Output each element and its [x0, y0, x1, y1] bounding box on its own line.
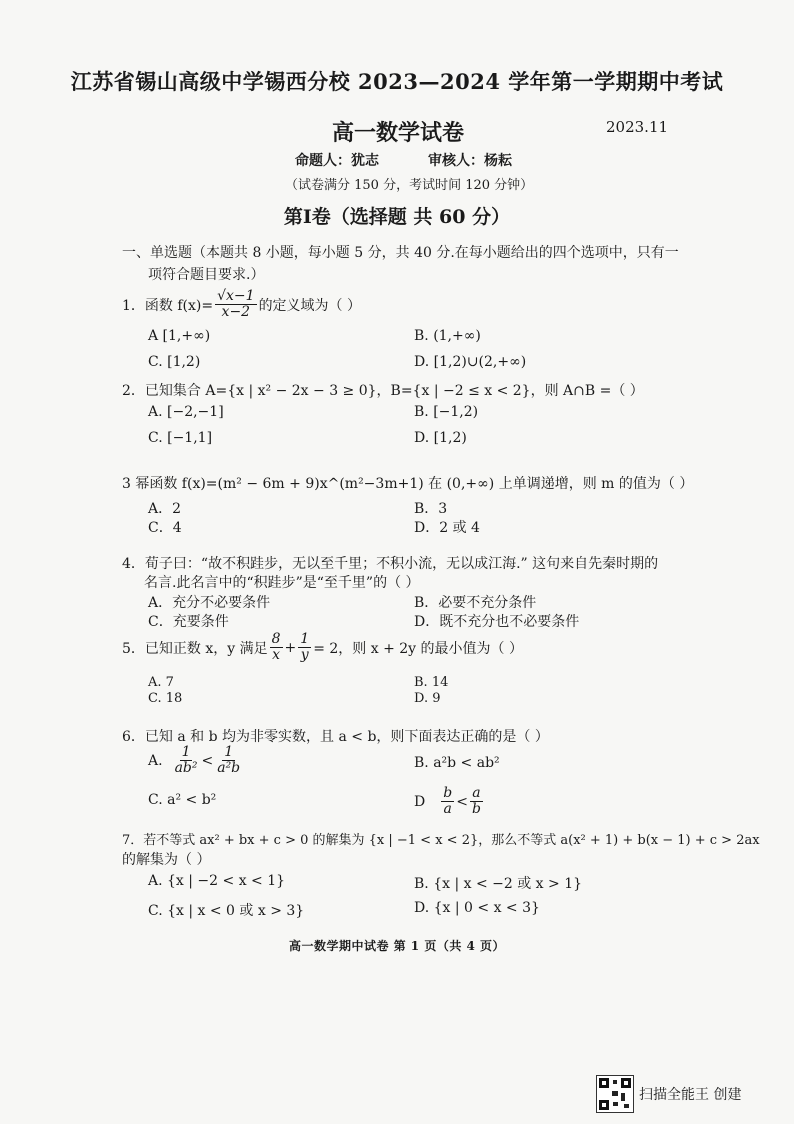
question-4-line1: 4．荀子曰：“故不积跬步，无以至千里；不积小流，无以成江海.” 这句来自先秦时期的: [122, 556, 659, 572]
q6-a-frac-1: [173, 745, 200, 776]
q4-option-a: A．充分不必要条件: [148, 595, 271, 611]
exam-note: （试卷满分 150 分，考试时间 120 分钟）: [285, 178, 534, 193]
q6-a-num-1: 1: [181, 744, 191, 760]
exam-title: 江苏省锡山高级中学锡西分校 2023—2024 学年第一学期期中考试: [70, 69, 724, 94]
q2-option-a: A. [−2,−1]: [148, 404, 224, 420]
qr-code-icon: [596, 1075, 634, 1113]
exam-subtitle: 高一数学试卷: [332, 120, 465, 146]
q2-option-b: B. [−1,2): [414, 404, 479, 420]
q1-option-c: C. [1,2): [148, 354, 201, 370]
q6-a-frac-2: [215, 745, 242, 776]
q6-option-a: [148, 745, 244, 776]
q6-d-den-2: b: [471, 801, 481, 817]
q5-f2-denominator: y: [300, 647, 309, 663]
q6-d-frac-2: [470, 786, 483, 817]
q5-option-a: A. 7: [148, 675, 174, 690]
q4-option-d: D．既不充分也不必要条件: [414, 614, 580, 630]
q5-option-c: C. 18: [148, 691, 183, 706]
section-heading-line1: 一、单选题（本题共 8 小题，每小题 5 分，共 40 分.在每小题给出的四个选项中，只有一: [122, 245, 679, 261]
q6-a-num-2: 1: [224, 744, 234, 760]
q6-d-lt: <: [456, 793, 468, 810]
q5-post: = 2，则 x + 2y 的最小值为（ ）: [313, 640, 523, 657]
reviewer: 审核人：杨耘: [428, 153, 512, 169]
q5-f1-denominator: x: [272, 647, 281, 663]
q7-option-d: D. {x | 0 < x < 3}: [414, 900, 540, 916]
q5-f2-numerator: 1: [300, 631, 310, 647]
q5-plus: +: [284, 639, 297, 656]
q6-d-den-1: a: [443, 801, 452, 817]
q5-fraction-2: [298, 632, 311, 663]
q5-f1-numerator: 8: [271, 631, 281, 647]
question-7-line1: 7．若不等式 ax² + bx + c > 0 的解集为 {x | −1 < x < 2}，那么不等式 a(x² + 1) + b(x − 1) + c > 2ax: [122, 833, 760, 848]
exam-date: 2023.11: [606, 118, 669, 136]
q6-a-label: A.: [148, 752, 163, 769]
q3-option-d: D．2 或 4: [414, 520, 480, 536]
q1-post: 的定义域为（ ）: [258, 297, 362, 314]
question-setter: 命题人：犹志: [295, 153, 379, 169]
page-footer: 高一数学期中试卷 第 1 页（共 4 页）: [288, 939, 506, 953]
q2-option-c: C. [−1,1]: [148, 430, 213, 446]
q5-pre: 5．已知正数 x，y 满足: [122, 640, 268, 657]
question-3-stem: 3 幂函数 f(x)=(m² − 6m + 9)x^(m²−3m+1) 在 (0,+∞) 上单调递增，则 m 的值为（ ）: [122, 476, 694, 492]
q1-option-d: D. [1,2)∪(2,+∞): [414, 354, 527, 370]
q3-option-c: C．4: [148, 520, 182, 536]
q5-option-b: B. 14: [414, 675, 449, 690]
q1-option-a: A [1,+∞): [148, 328, 211, 344]
q6-d-num-2: a: [472, 785, 481, 801]
question-4-line2: 名言.此名言中的“积跬步”是“至千里”的（ ）: [144, 575, 420, 591]
q3-option-b: B．3: [414, 501, 448, 517]
q1-numerator: √x−1: [217, 288, 255, 304]
q6-d-num-1: b: [443, 785, 453, 801]
q2-option-d: D. [1,2): [414, 430, 467, 446]
q5-fraction-1: [270, 632, 283, 663]
q1-fraction: [215, 289, 256, 320]
q6-a-den-2: a²b: [217, 760, 241, 776]
q6-d-label: D: [414, 793, 426, 810]
q4-option-c: C．充要条件: [148, 614, 229, 630]
q7-option-a: A. {x | −2 < x < 1}: [148, 873, 286, 889]
q5-option-d: D. 9: [414, 691, 441, 706]
question-2-stem: 2．已知集合 A={x | x² − 2x − 3 ≥ 0}，B={x | −2 ≤ x < 2}，则 A∩B =（ ）: [122, 383, 644, 399]
q6-option-c: C. a² < b²: [148, 792, 217, 808]
q1-pre: 1．函数 f(x)=: [122, 297, 214, 314]
q7-option-b: B. {x | x < −2 或 x > 1}: [414, 876, 583, 892]
question-1-stem: [122, 289, 361, 320]
q6-option-b: B. a²b < ab²: [414, 755, 500, 771]
question-5-stem: [122, 632, 523, 663]
q1-option-b: B. (1,+∞): [414, 328, 481, 344]
q7-option-c: C. {x | x < 0 或 x > 3}: [148, 903, 305, 919]
q3-option-a: A．2: [148, 501, 182, 517]
q6-a-lt: <: [201, 752, 214, 769]
section-heading-line2: 项符合题目要求.）: [148, 267, 265, 283]
part-heading: 第Ⅰ卷（选择题 共 60 分）: [283, 206, 511, 228]
q6-a-den-1: ab²: [174, 760, 198, 776]
scanner-watermark-label: 扫描全能王 创建: [639, 1087, 742, 1103]
question-6-stem: 6．已知 a 和 b 均为非零实数，且 a < b，则下面表达正确的是（ ）: [122, 729, 549, 745]
q6-d-frac-1: [441, 786, 454, 817]
q1-denominator: x−2: [221, 304, 251, 320]
question-7-line2: 的解集为（ ）: [122, 852, 211, 868]
q4-option-b: B．必要不充分条件: [414, 595, 537, 611]
q6-option-d: [414, 786, 485, 817]
